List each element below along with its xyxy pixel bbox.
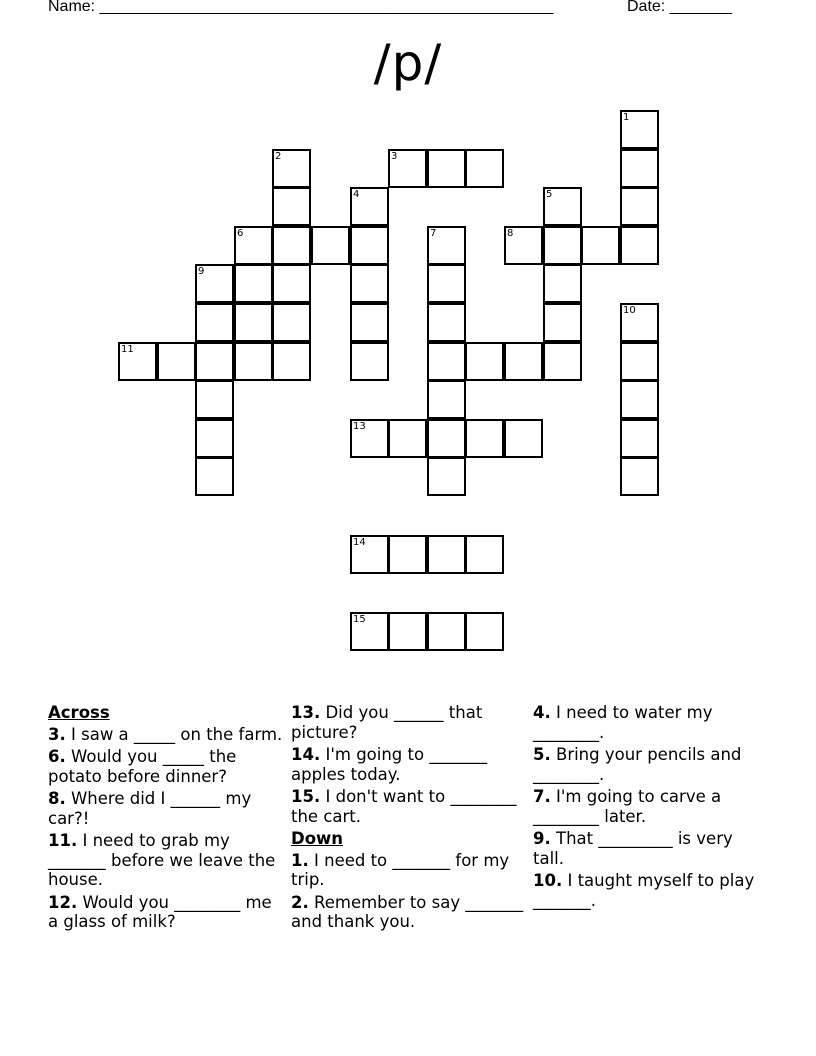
crossword-cell[interactable] [195, 342, 234, 381]
crossword-cell[interactable] [234, 264, 273, 303]
clue-column-3 [533, 703, 768, 913]
clue-number: 11 [121, 344, 134, 355]
crossword-cell[interactable] [465, 419, 504, 458]
crossword-cell[interactable] [620, 342, 659, 381]
clue-number: 14 [353, 537, 366, 548]
crossword-cell[interactable] [427, 264, 466, 303]
clue-item [291, 745, 526, 784]
clue-number: 13 [353, 421, 366, 432]
crossword-cell-7[interactable] [427, 226, 466, 265]
clue-text: I need to grab my _______ before we leave the house. [48, 831, 276, 889]
crossword-cell[interactable] [427, 535, 466, 574]
clue-text: I need to water my ________. [533, 703, 713, 742]
crossword-cell[interactable] [388, 419, 427, 458]
clue-number-label: 4. [533, 703, 551, 722]
crossword-cell[interactable] [272, 187, 311, 226]
crossword-cell[interactable] [427, 149, 466, 188]
clue-item [291, 893, 526, 932]
clue-text: Would you _____ the potato before dinner? [48, 747, 237, 786]
crossword-cell[interactable] [620, 226, 659, 265]
clue-text: I saw a _____ on the farm. [65, 724, 283, 744]
crossword-cell-13[interactable] [350, 419, 389, 458]
crossword-cell[interactable] [234, 342, 273, 381]
crossword-cell-10[interactable] [620, 303, 659, 342]
clue-text: I taught myself to play _______. [533, 871, 755, 910]
clue-item [48, 831, 283, 890]
crossword-cell[interactable] [195, 457, 234, 496]
crossword-cell[interactable] [350, 264, 389, 303]
clue-number: 10 [623, 305, 636, 316]
clue-item [533, 871, 768, 910]
crossword-cell-8[interactable] [504, 226, 543, 265]
crossword-cell[interactable] [311, 226, 350, 265]
clue-number: 2 [275, 151, 282, 162]
crossword-cell-6[interactable] [234, 226, 273, 265]
clue-number-label: 14. [291, 745, 321, 764]
clue-item [533, 745, 768, 784]
crossword-cell[interactable] [272, 264, 311, 303]
crossword-cell[interactable] [620, 380, 659, 419]
crossword-cell[interactable] [504, 342, 543, 381]
crossword-cell[interactable] [195, 380, 234, 419]
crossword-cell[interactable] [272, 303, 311, 342]
page-title: /p/ [373, 34, 443, 92]
crossword-cell[interactable] [504, 419, 543, 458]
crossword-cell-15[interactable] [350, 612, 389, 651]
clue-item [533, 703, 768, 742]
clue-number-label: 10. [533, 871, 563, 890]
crossword-cell[interactable] [427, 342, 466, 381]
crossword-cell[interactable] [157, 342, 196, 381]
clue-number: 9 [198, 266, 205, 277]
crossword-cell[interactable] [427, 457, 466, 496]
crossword-cell[interactable] [620, 419, 659, 458]
crossword-cell[interactable] [620, 149, 659, 188]
crossword-cell[interactable] [427, 612, 466, 651]
clue-number-label: 11. [48, 831, 78, 850]
clue-column-1 [48, 703, 283, 935]
clue-text: Remember to say _______ and thank you. [291, 892, 524, 931]
clue-number: 5 [546, 189, 553, 200]
clue-number-label: 9. [533, 829, 551, 848]
crossword-cell[interactable] [388, 612, 427, 651]
crossword-cell[interactable] [543, 303, 582, 342]
crossword-cell[interactable] [620, 187, 659, 226]
crossword-cell[interactable] [272, 226, 311, 265]
clue-item [48, 725, 283, 745]
crossword-cell-4[interactable] [350, 187, 389, 226]
clue-text: That _________ is very tall. [533, 829, 733, 868]
clue-number-label: 3. [48, 724, 66, 744]
clue-number-label: 7. [533, 787, 551, 806]
clue-number-label: 1. [291, 850, 309, 870]
crossword-cell-2[interactable] [272, 149, 311, 188]
clue-text: I'm going to _______ apples today. [291, 745, 488, 784]
clue-text: Did you ______ that picture? [291, 703, 483, 742]
clue-number-label: 12. [48, 892, 78, 912]
clue-text: Where did I ______ my car?! [48, 789, 252, 828]
clue-number: 4 [353, 189, 360, 200]
crossword-cell[interactable] [543, 264, 582, 303]
crossword-cell[interactable] [272, 342, 311, 381]
clue-text: Would you ________ me a glass of milk? [48, 892, 272, 931]
clue-item [291, 703, 526, 742]
name-field-label: Name: ___________________________________________________ [48, 0, 554, 15]
crossword-cell[interactable] [195, 419, 234, 458]
clue-number-label: 2. [291, 892, 309, 912]
clue-number-label: 15. [291, 787, 321, 806]
crossword-cell[interactable] [427, 419, 466, 458]
crossword-cell-14[interactable] [350, 535, 389, 574]
clue-item [291, 851, 526, 890]
clue-number-label: 8. [48, 789, 66, 808]
clue-item [533, 829, 768, 868]
crossword-cell[interactable] [195, 303, 234, 342]
crossword-cell-5[interactable] [543, 187, 582, 226]
clue-item [533, 787, 768, 826]
clue-text: I need to _______ for my trip. [291, 850, 510, 889]
crossword-cell[interactable] [465, 612, 504, 651]
clue-number: 7 [430, 228, 437, 239]
clue-text: I'm going to carve a ________ later. [533, 787, 722, 826]
clue-item [48, 747, 283, 786]
crossword-cell-3[interactable] [388, 149, 427, 188]
crossword-cell[interactable] [581, 226, 620, 265]
clue-number-label: 5. [533, 745, 551, 764]
date-field-label: Date: _______ [627, 0, 732, 15]
clue-number: 3 [391, 151, 398, 162]
clue-number: 8 [507, 228, 514, 239]
crossword-cell[interactable] [388, 535, 427, 574]
clue-item [48, 893, 283, 932]
crossword-cell[interactable] [427, 303, 466, 342]
crossword-cell[interactable] [350, 303, 389, 342]
clue-number: 6 [237, 228, 244, 239]
crossword-cell[interactable] [234, 303, 273, 342]
crossword-cell[interactable] [543, 226, 582, 265]
crossword-cell-1[interactable] [620, 110, 659, 149]
crossword-cell[interactable] [350, 226, 389, 265]
clue-text: I don't want to ________ the cart. [291, 787, 517, 826]
crossword-cell[interactable] [465, 342, 504, 381]
down-heading: Down [291, 829, 344, 848]
crossword-cell[interactable] [350, 342, 389, 381]
crossword-cell-11[interactable] [118, 342, 157, 381]
crossword-cell[interactable] [465, 149, 504, 188]
crossword-cell[interactable] [620, 457, 659, 496]
clue-number: 1 [623, 112, 630, 123]
across-heading: Across [48, 703, 110, 722]
clue-number-label: 13. [291, 703, 321, 722]
clue-text: Bring your pencils and ________. [533, 745, 742, 784]
clue-column-2 [291, 703, 526, 935]
clue-item [48, 789, 283, 828]
clue-item [291, 787, 526, 826]
crossword-cell-9[interactable] [195, 264, 234, 303]
crossword-cell[interactable] [427, 380, 466, 419]
clue-number: 15 [353, 614, 366, 625]
crossword-cell[interactable] [465, 535, 504, 574]
crossword-cell[interactable] [543, 342, 582, 381]
clue-number-label: 6. [48, 747, 66, 766]
